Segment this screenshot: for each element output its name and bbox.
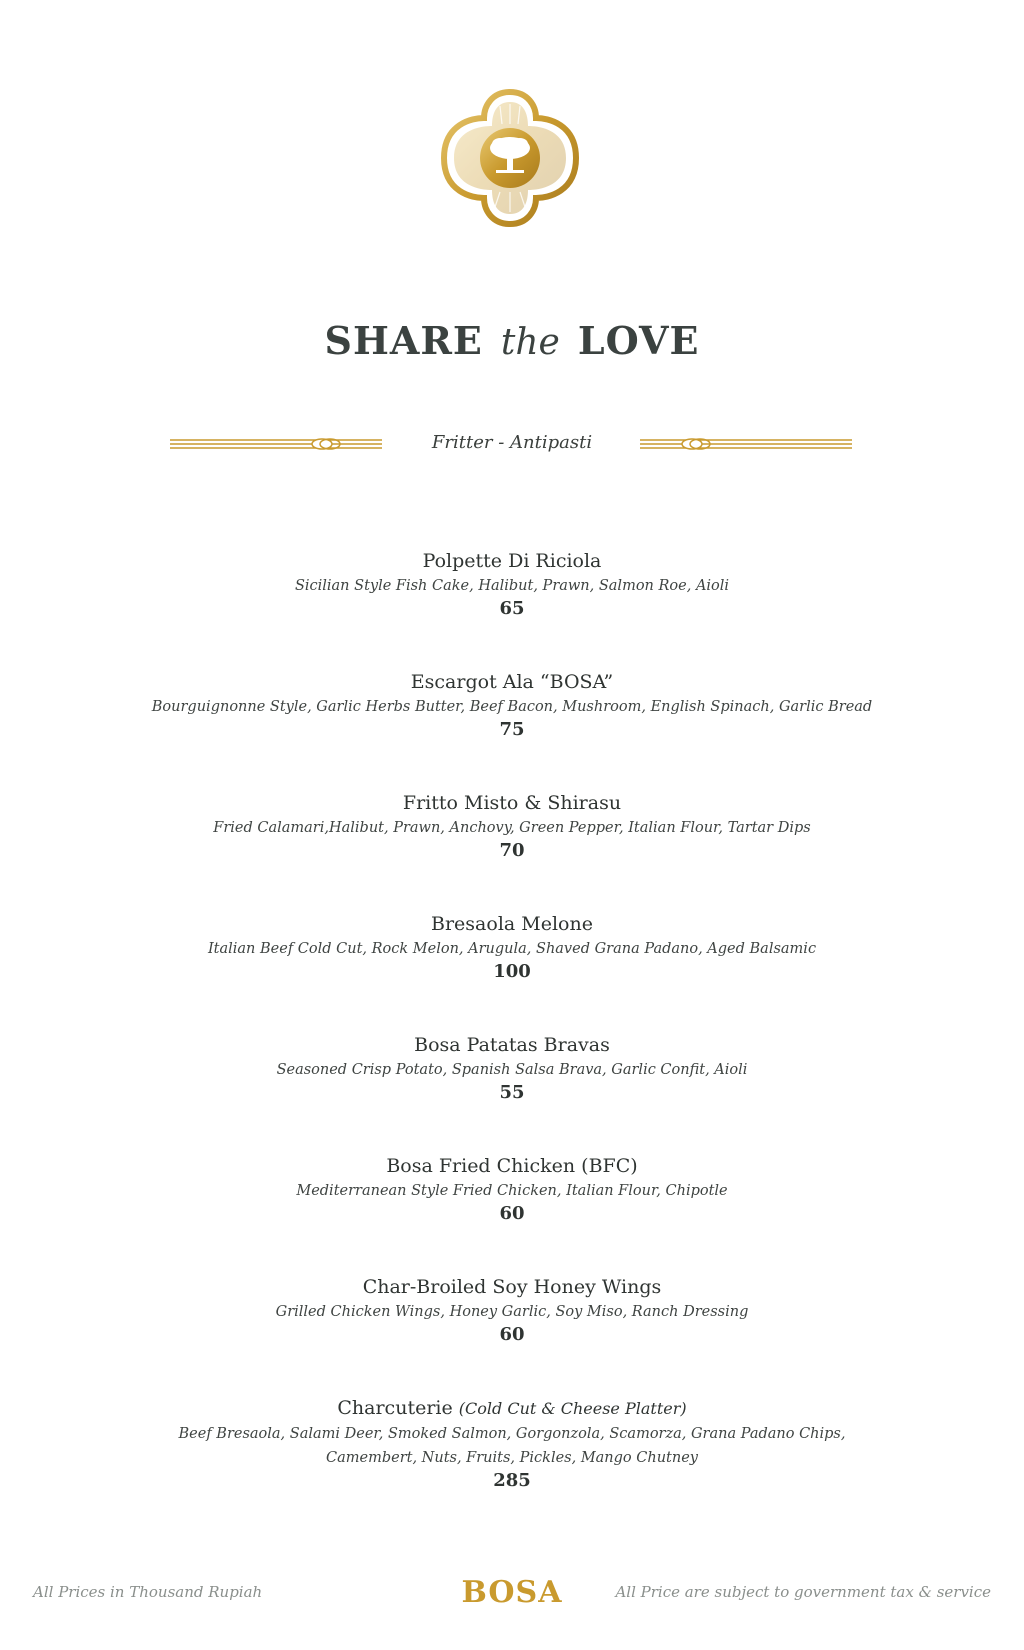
item-price: 60 [499,1324,525,1345]
menu-item [0,911,1024,1032]
menu-item [0,790,1024,911]
item-name: Escargot Ala “BOSA” [410,671,614,693]
item-price: 285 [493,1470,531,1491]
menu-item [0,1395,1024,1545]
ornamental-rule-right-icon [640,432,852,456]
menu-item [0,669,1024,790]
item-name: Polpette Di Riciola [422,550,602,572]
brand-logo: BOSA [461,1575,563,1610]
menu-item [0,548,1024,669]
bosa-tree-emblem-icon [440,88,580,228]
item-price: 100 [493,961,531,982]
item-description: Mediterranean Style Fried Chicken, Italian Flour, Chipotle [296,1183,728,1199]
ornamental-rule-left-icon [170,432,382,456]
title-share: SHARE [324,318,483,363]
item-description: Seasoned Crisp Potato, Spanish Salsa Brava, Garlic Confit, Aioli [276,1062,748,1078]
item-description: Grilled Chicken Wings, Honey Garlic, Soy Miso, Ranch Dressing [275,1304,749,1320]
item-description: Fried Calamari,Halibut, Prawn, Anchovy, Green Pepper, Italian Flour, Tartar Dips [213,820,811,836]
item-description: Sicilian Style Fish Cake, Halibut, Prawn, Salmon Roe, Aioli [294,578,730,594]
item-description: Beef Bresaola, Salami Deer, Smoked Salmon, Gorgonzola, Scamorza, Grana Padano Chips, [178,1426,846,1442]
item-description-line2: Camembert, Nuts, Fruits, Pickles, Mango Chutney [326,1450,698,1466]
menu-item [0,1153,1024,1274]
section-label: Fritter - Antipasti [431,432,593,453]
title-love: LOVE [577,318,700,363]
item-description: Bourguignonne Style, Garlic Herbs Butter, Beef Bacon, Mushroom, English Spinach, Garlic Bread [151,699,873,715]
footer-currency-note: All Prices in Thousand Rupiah [33,1583,263,1601]
item-price: 75 [499,719,525,740]
menu-item [0,1032,1024,1153]
title-the: the [500,322,560,363]
menu-item [0,1274,1024,1395]
page-footer [0,1575,1024,1615]
item-name: Bosa Patatas Bravas [414,1034,610,1056]
item-price: 55 [499,1082,525,1103]
item-name: Char-Broiled Soy Honey Wings [362,1276,662,1298]
item-price: 65 [499,598,525,619]
footer-tax-note: All Price are subject to government tax & service [615,1583,991,1601]
item-price: 60 [499,1203,525,1224]
item-price: 70 [499,840,525,861]
item-description: Italian Beef Cold Cut, Rock Melon, Arugula, Shaved Grana Padano, Aged Balsamic [207,941,817,957]
section-header [0,430,1024,460]
item-name: Bosa Fried Chicken (BFC) [386,1155,638,1177]
item-name: Bresaola Melone [431,913,593,935]
item-name: Charcuterie (Cold Cut & Cheese Platter) [337,1397,687,1419]
page-title [0,318,1024,363]
menu-item-list [0,548,1024,1545]
item-name: Fritto Misto & Shirasu [402,792,622,814]
item-note: (Cold Cut & Cheese Platter) [458,1399,687,1418]
